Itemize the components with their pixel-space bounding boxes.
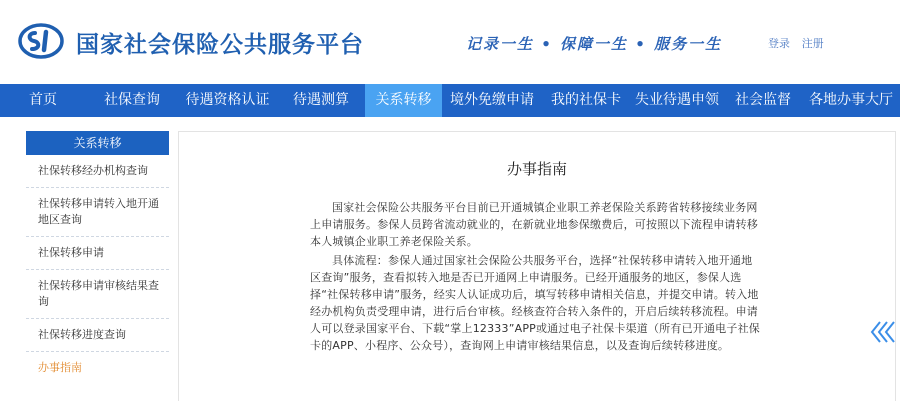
auth-links <box>768 35 824 51</box>
login-link[interactable]: 登录 <box>768 37 790 50</box>
main-nav <box>0 84 900 117</box>
sidebar-heading: 关系转移 <box>26 131 169 155</box>
sidebar-item-service-guide[interactable]: 办事指南 <box>38 361 82 374</box>
sidebar-item-transfer-region-query[interactable]: 社保转移申请转入地开通地区查询 <box>26 188 169 237</box>
nav-my-social-card[interactable]: 我的社保卡 <box>551 92 621 108</box>
left-sidebar <box>26 131 169 401</box>
nav-social-supervision[interactable]: 社会监督 <box>735 92 791 108</box>
site-slogan: 记录一生 • 保障一生 • 服务一生 <box>466 35 723 53</box>
social-insurance-logo-icon[interactable] <box>18 22 64 60</box>
sidebar-item-transfer-agency-query[interactable]: 社保转移经办机构查询 <box>26 155 169 188</box>
guide-paragraph-intro: 国家社会保险公共服务平台目前已开通城镇企业职工养老保险关系跨省转移接续业务网上申请服务。参保人员跨省流动就业的，在新就业地参保缴费后，可按照以下流程申请转移本人城镇企业职工养老保险关系。 <box>310 201 758 248</box>
guide-paragraph-process: 具体流程：参保人通过国家社会保险公共服务平台，选择“社保转移申请转入地开通地区查询”服务，查看拟转入地是否已开通网上申请服务。已经开通服务的地区，参保人选择“社保转移申请”服务，经实人认证成功后，填写转移申请相关信息，并提交申请。转入地经办机构负责受理申请，进行后台审核。经核查符合转入条件的，开启后续转移流程。申请人可以登录国家平台、下载“掌上12333”APP或通过电子社保卡渠道（所有已开通电子社保卡的APP、小程序、公众号），查询网上申请审核结果信息，以及查询后续转移进度。 <box>310 254 760 352</box>
nav-benefit-qualification[interactable]: 待遇资格认证 <box>185 92 270 108</box>
nav-unemployment-benefit[interactable]: 失业待遇申领 <box>635 92 719 108</box>
page-title: 办事指南 <box>506 160 567 178</box>
nav-benefit-calculation[interactable]: 待遇测算 <box>293 92 349 108</box>
sidebar-list <box>26 155 169 384</box>
sidebar-item-progress-query[interactable]: 社保转移进度查询 <box>26 319 169 352</box>
nav-home[interactable]: 首页 <box>29 92 57 108</box>
sidebar-item-review-result-query[interactable]: 社保转移申请审核结果查询 <box>26 270 169 319</box>
site-header <box>0 0 900 84</box>
nav-relationship-transfer[interactable]: 关系转移 <box>365 84 442 117</box>
main-content <box>178 131 896 401</box>
nav-overseas-exemption[interactable]: 境外免缴申请 <box>450 92 534 108</box>
nav-local-service-halls[interactable]: 各地办事大厅 <box>809 92 893 108</box>
register-link[interactable]: 注册 <box>801 37 824 50</box>
sidebar-item-transfer-application[interactable]: 社保转移申请 <box>26 237 169 270</box>
site-title[interactable]: 国家社会保险公共服务平台 <box>76 32 364 58</box>
nav-social-security-query[interactable]: 社保查询 <box>104 92 160 108</box>
double-chevron-left-icon[interactable] <box>868 318 896 346</box>
